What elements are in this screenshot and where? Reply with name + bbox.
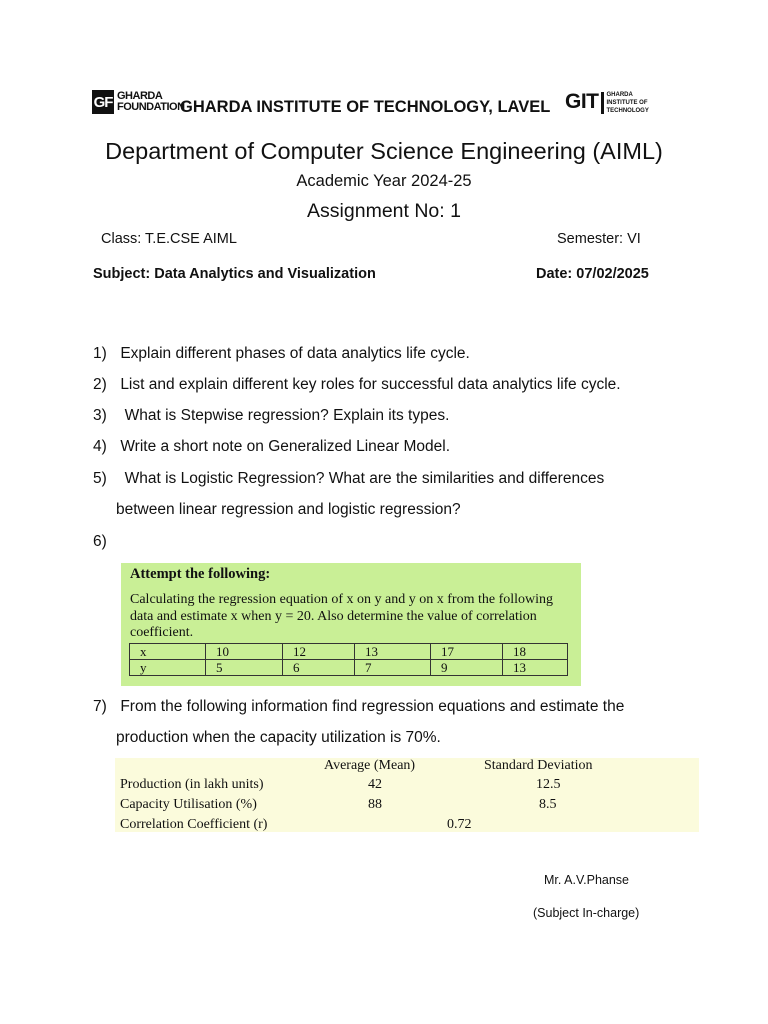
question-item bbox=[93, 533, 116, 551]
institute-name: GHARDA INSTITUTE OF TECHNOLOGY, LAVEL bbox=[180, 98, 551, 116]
git-logo-divider bbox=[601, 92, 604, 114]
table-cell: 17 bbox=[431, 644, 503, 660]
q7-data-table bbox=[115, 758, 699, 832]
git-logo-text bbox=[607, 91, 649, 115]
q7-corr-label: Correlation Coefficient (r) bbox=[120, 817, 268, 832]
table-cell: y bbox=[130, 660, 206, 676]
table-cell: 5 bbox=[206, 660, 283, 676]
q6-body: Calculating the regression equation of x on y and y on x from the following data and estimate x when y = 20. Also determine the value of correlation coefficient. bbox=[130, 592, 554, 640]
table-cell: 6 bbox=[283, 660, 355, 676]
gharda-foundation-logo bbox=[92, 89, 185, 115]
q7-corr-value: 0.72 bbox=[447, 817, 472, 832]
q7-header-sd: Standard Deviation bbox=[484, 758, 593, 773]
q6-problem-image bbox=[121, 563, 581, 686]
class-label: Class: T.E.CSE AIML bbox=[101, 231, 237, 247]
question-number: 5) bbox=[93, 470, 107, 487]
table-cell: 7 bbox=[355, 660, 431, 676]
question-number: 6) bbox=[93, 533, 107, 550]
q7-row-mean: 42 bbox=[368, 777, 382, 792]
q7-row-mean: 88 bbox=[368, 797, 382, 812]
q7-header-mean: Average (Mean) bbox=[324, 758, 416, 773]
department-title: Department of Computer Science Engineering (AIML) bbox=[105, 138, 663, 164]
question-item bbox=[93, 698, 624, 716]
semester-label: Semester: VI bbox=[557, 231, 641, 247]
git-logo-mark: GIT bbox=[565, 90, 599, 113]
gf-logo-text bbox=[117, 91, 185, 113]
question-continuation: production when the capacity utilization is 70%. bbox=[116, 729, 441, 746]
question-item bbox=[93, 470, 604, 488]
table-cell: 12 bbox=[283, 644, 355, 660]
git-logo-line3: TECHNOLOGY bbox=[606, 108, 649, 114]
gf-logo-mark: GF bbox=[92, 90, 114, 114]
q7-row-label: Production (in lakh units) bbox=[120, 777, 264, 792]
subject-label: Subject: Data Analytics and Visualization bbox=[93, 266, 376, 282]
signature-name: Mr. A.V.Phanse bbox=[544, 873, 630, 887]
gf-logo-line1: GHARDA bbox=[117, 90, 163, 102]
table-row bbox=[130, 644, 568, 660]
question-text: List and explain different key roles for successful data analytics life cycle. bbox=[120, 376, 621, 393]
question-number: 1) bbox=[93, 345, 107, 362]
q6-title: Attempt the following: bbox=[130, 566, 271, 582]
q7-row-label: Capacity Utilisation (%) bbox=[120, 797, 257, 812]
table-row bbox=[130, 660, 568, 676]
q6-data-table bbox=[129, 643, 568, 676]
table-cell: 18 bbox=[503, 644, 568, 660]
question-number: 4) bbox=[93, 438, 107, 455]
question-number: 7) bbox=[93, 698, 107, 715]
question-item bbox=[93, 345, 470, 363]
table-cell: 9 bbox=[431, 660, 503, 676]
question-item bbox=[93, 407, 449, 425]
table-cell: 13 bbox=[503, 660, 568, 676]
table-cell: 10 bbox=[206, 644, 283, 660]
date-label: Date: 07/02/2025 bbox=[536, 266, 649, 282]
q7-row-sd: 12.5 bbox=[536, 777, 561, 792]
academic-year: Academic Year 2024-25 bbox=[296, 172, 472, 190]
question-item bbox=[93, 376, 621, 394]
git-logo bbox=[565, 90, 649, 115]
signature-role: (Subject In-charge) bbox=[533, 906, 640, 920]
gf-logo-line2: FOUNDATION bbox=[117, 101, 185, 113]
table-cell: x bbox=[130, 644, 206, 660]
question-number: 2) bbox=[93, 376, 107, 393]
question-continuation: between linear regression and logistic regression? bbox=[116, 501, 461, 518]
table-cell: 13 bbox=[355, 644, 431, 660]
question-number: 3) bbox=[93, 407, 107, 424]
question-item bbox=[93, 438, 450, 456]
question-text: Explain different phases of data analytics life cycle. bbox=[120, 345, 470, 362]
question-text: What is Stepwise regression? Explain its types. bbox=[120, 407, 450, 424]
git-logo-line1: GHARDA bbox=[606, 92, 633, 98]
question-text: What is Logistic Regression? What are the similarities and differences bbox=[120, 470, 605, 487]
git-logo-line2: INSTITUTE OF bbox=[606, 100, 648, 106]
question-text: From the following information find regression equations and estimate the bbox=[120, 698, 625, 715]
assignment-number: Assignment No: 1 bbox=[307, 200, 461, 222]
question-text: Write a short note on Generalized Linear Model. bbox=[120, 438, 451, 455]
q7-row-sd: 8.5 bbox=[539, 797, 557, 812]
